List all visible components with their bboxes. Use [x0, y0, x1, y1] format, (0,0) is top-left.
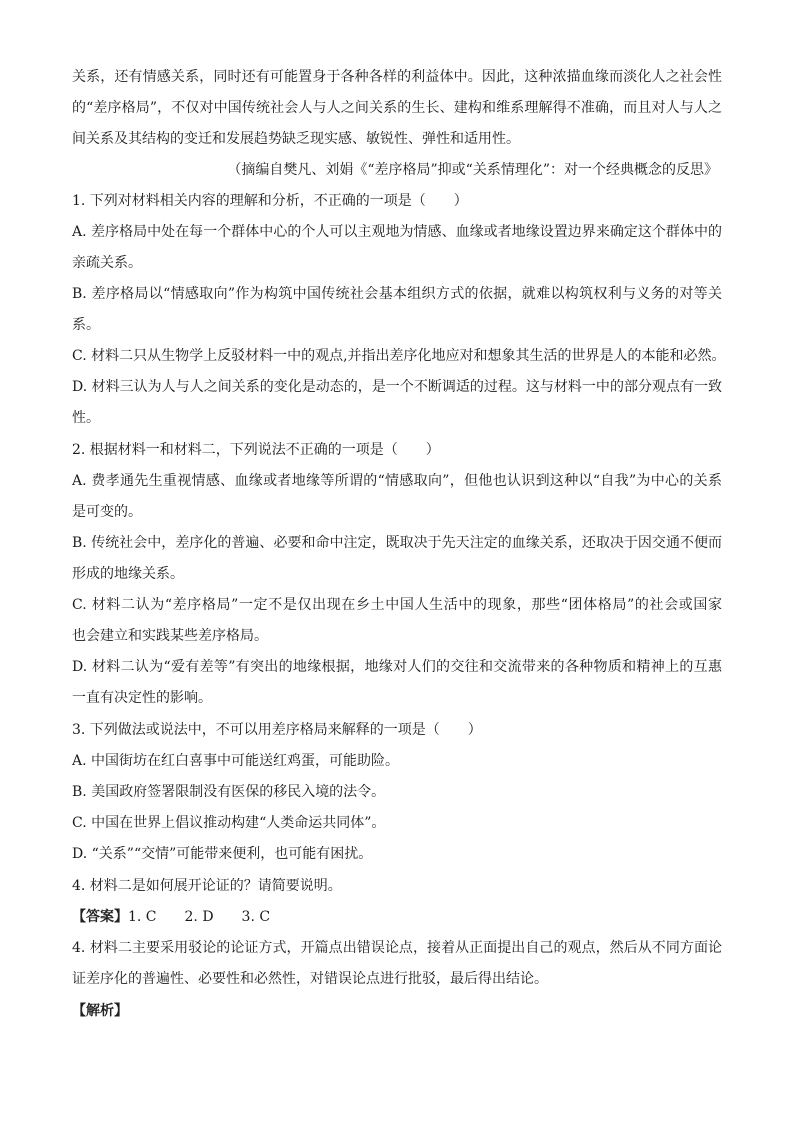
- q2-option-d: D. 材料二认为“爱有差等”有突出的地缘根据，地缘对人们的交往和交流带来的各种物质和精神上的互惠: [72, 659, 722, 675]
- q3-option-d: D. “关系”“交情”可能带来便利，也可能有困扰。: [72, 846, 373, 862]
- analysis-line: [72, 1001, 722, 1021]
- q2-option-b: B. 传统社会中，差序化的普遍、必要和命中注定，既取决于先天注定的血缘关系，还取决于因交通不便而: [72, 535, 722, 551]
- q3-option-c: C. 中国在世界上倡议推动构建“人类命运共同体”。: [72, 815, 386, 831]
- q1-option-d-cont: 性。: [72, 410, 100, 426]
- answer-q4-line: 证差序化的普遍性、必要性和必然性，对错误论点进行批驳，最后得出结论。: [72, 971, 548, 987]
- q3-option-b: B. 美国政府签署限制没有医保的移民入境的法令。: [72, 784, 386, 800]
- analysis-label: 【解析】: [72, 1003, 128, 1019]
- q1-option-d: D. 材料三认为人与人之间关系的变化是动态的，是一个不断调适的过程。这与材料一中的部分观点有一致: [72, 379, 722, 395]
- q2-option-a-cont: 是可变的。: [72, 504, 142, 520]
- q1-option-a: A. 差序格局中处在每一个群体中心的个人可以主观地为情感、血缘或者地缘设置边界来确定这个群体中的: [72, 224, 722, 240]
- q2-option-b-cont: 形成的地缘关系。: [72, 566, 184, 582]
- q2-option-a: A. 费孝通先生重视情感、血缘或者地缘等所谓的“情感取向”，但他也认识到这种以“自我”为中心的关系: [72, 473, 722, 489]
- q2-option-c-cont: 也会建立和实践某些差序格局。: [72, 628, 268, 644]
- passage-line: 关系，还有情感关系，同时还有可能置身于各种各样的利益体中。因此，这种浓描血缘而淡化人之社会性: [72, 69, 722, 85]
- passage-line: 的“差序格局”，不仅对中国传统社会人与人之间关系的生长、建构和维系理解得不准确，而且对人与人之: [72, 100, 722, 116]
- q1-option-b: B. 差序格局以“情感取向”作为构筑中国传统社会基本组织方式的依据，就难以构筑权利与义务的对等关: [72, 286, 722, 302]
- q2-option-d-cont: 一直有决定性的影响。: [72, 690, 212, 706]
- q2-option-c: C. 材料二认为“差序格局”一定不是仅出现在乡土中国人生活中的现象，那些“团体格局”的社会或国家: [72, 597, 722, 613]
- q1-option-b-cont: 系。: [72, 317, 100, 333]
- question-4-stem: 4. 材料二是如何展开论证的？请简要说明。: [72, 878, 342, 894]
- q1-option-a-cont: 亲疏关系。: [72, 255, 142, 271]
- answer-label: 【答案】: [72, 909, 128, 925]
- q3-option-a: A. 中国街坊在红白喜事中可能送红鸡蛋，可能助险。: [72, 753, 400, 769]
- question-1-stem: 1. 下列对材料相关内容的理解和分析，不正确的一项是（ ）: [72, 193, 468, 209]
- q1-option-c: C. 材料二只从生物学上反驳材料一中的观点,并指出差序化地应对和想象其生活的世界是人的本能和必然。: [72, 348, 726, 364]
- passage-line: 间关系及其结构的变迁和发展趋势缺乏现实感、敏锐性、弹性和适用性。: [72, 131, 520, 147]
- answer-choices: 1. C 2. D 3. C: [128, 909, 271, 925]
- question-2-stem: 2. 根据材料一和材料二，下列说法不正确的一项是（ ）: [72, 442, 440, 458]
- question-3-stem: 3. 下列做法或说法中，不可以用差序格局来解释的一项是（ ）: [72, 722, 482, 738]
- answer-q4-line: 4. 材料二主要采用驳论的论证方式，开篇点出错误论点，接着从正面提出自己的观点，然后从不同方面论: [72, 940, 722, 956]
- answer-line: [72, 907, 722, 927]
- passage-source: （摘编自樊凡、刘娟《“差序格局”抑或“关系情理化”：对一个经典概念的反思》: [227, 162, 718, 178]
